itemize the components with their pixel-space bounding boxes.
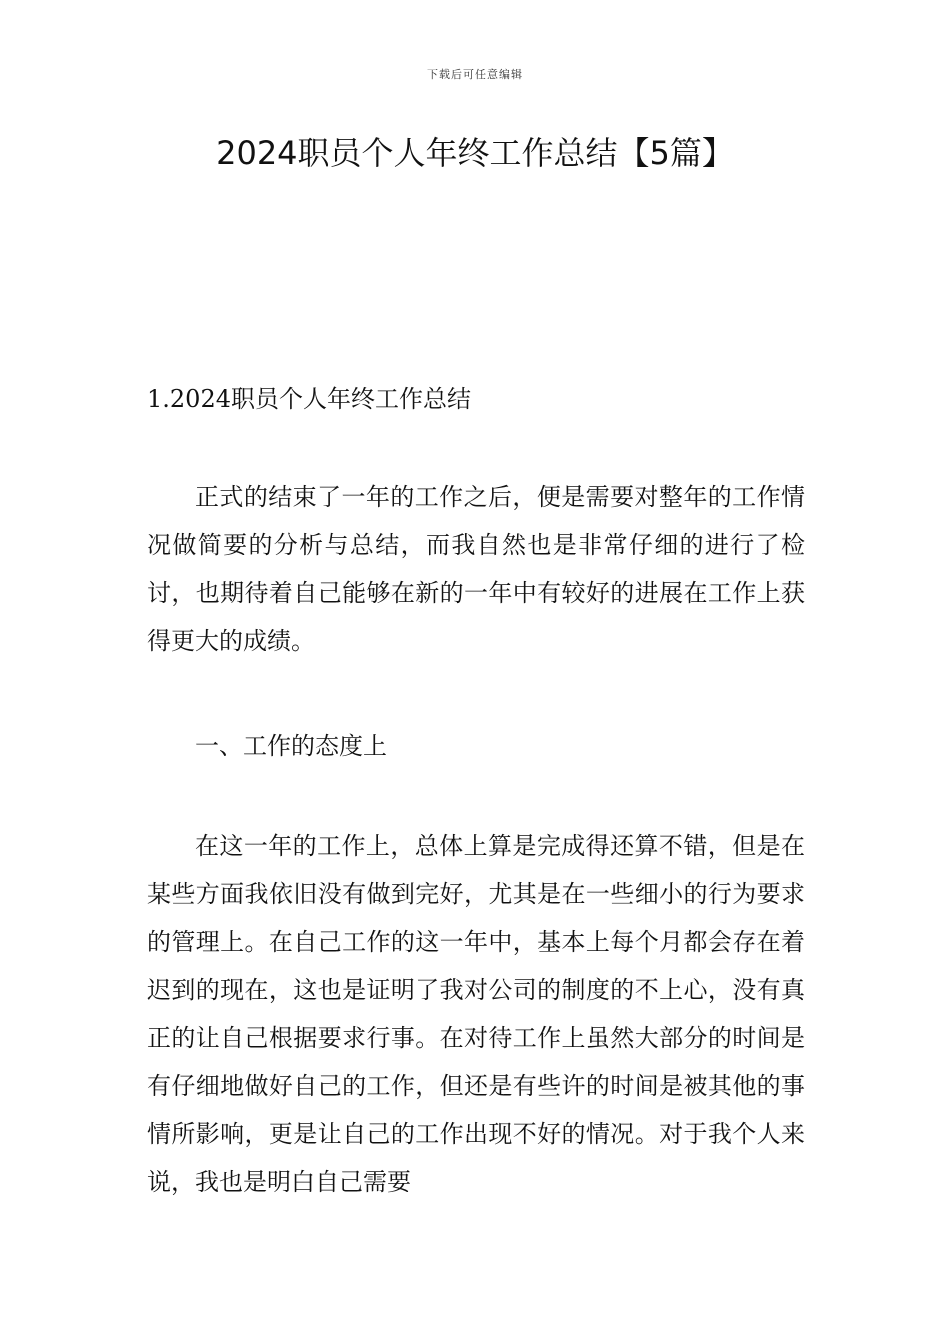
section-heading: 1.2024职员个人年终工作总结 — [147, 385, 471, 413]
section-heading-1-block — [147, 381, 805, 417]
subheading-work-attitude: 一、工作的态度上 — [195, 732, 387, 760]
intro-paragraph-block — [147, 473, 805, 665]
document-title: 2024职员个人年终工作总结【5篇】 — [216, 134, 734, 172]
body-paragraph: 在这一年的工作上，总体上算是完成得还算不错，但是在某些方面我依旧没有做到完好，尤其是在一些细小的行为要求的管理上。在自己工作的这一年中，基本上每个月都会存在着迟到的现在，这也是证明了我对公司的制度的不上心，没有真正的让自己根据要求行事。在对待工作上虽然大部分的时间是有仔细地做好自己的工作，但还是有些许的时间是被其他的事情所影响，更是让自己的工作出现不好的情况。对于我个人来说，我也是明白自己需要 — [147, 832, 805, 1196]
subheading-1-block — [147, 728, 805, 764]
page-header-note: 下载后可任意编辑 — [427, 68, 523, 81]
intro-paragraph: 正式的结束了一年的工作之后，便是需要对整年的工作情况做简要的分析与总结，而我自然也是非常仔细的进行了检讨，也期待着自己能够在新的一年中有较好的进展在工作上获得更大的成绩。 — [147, 483, 805, 655]
body-paragraph-1-block — [147, 822, 805, 1206]
